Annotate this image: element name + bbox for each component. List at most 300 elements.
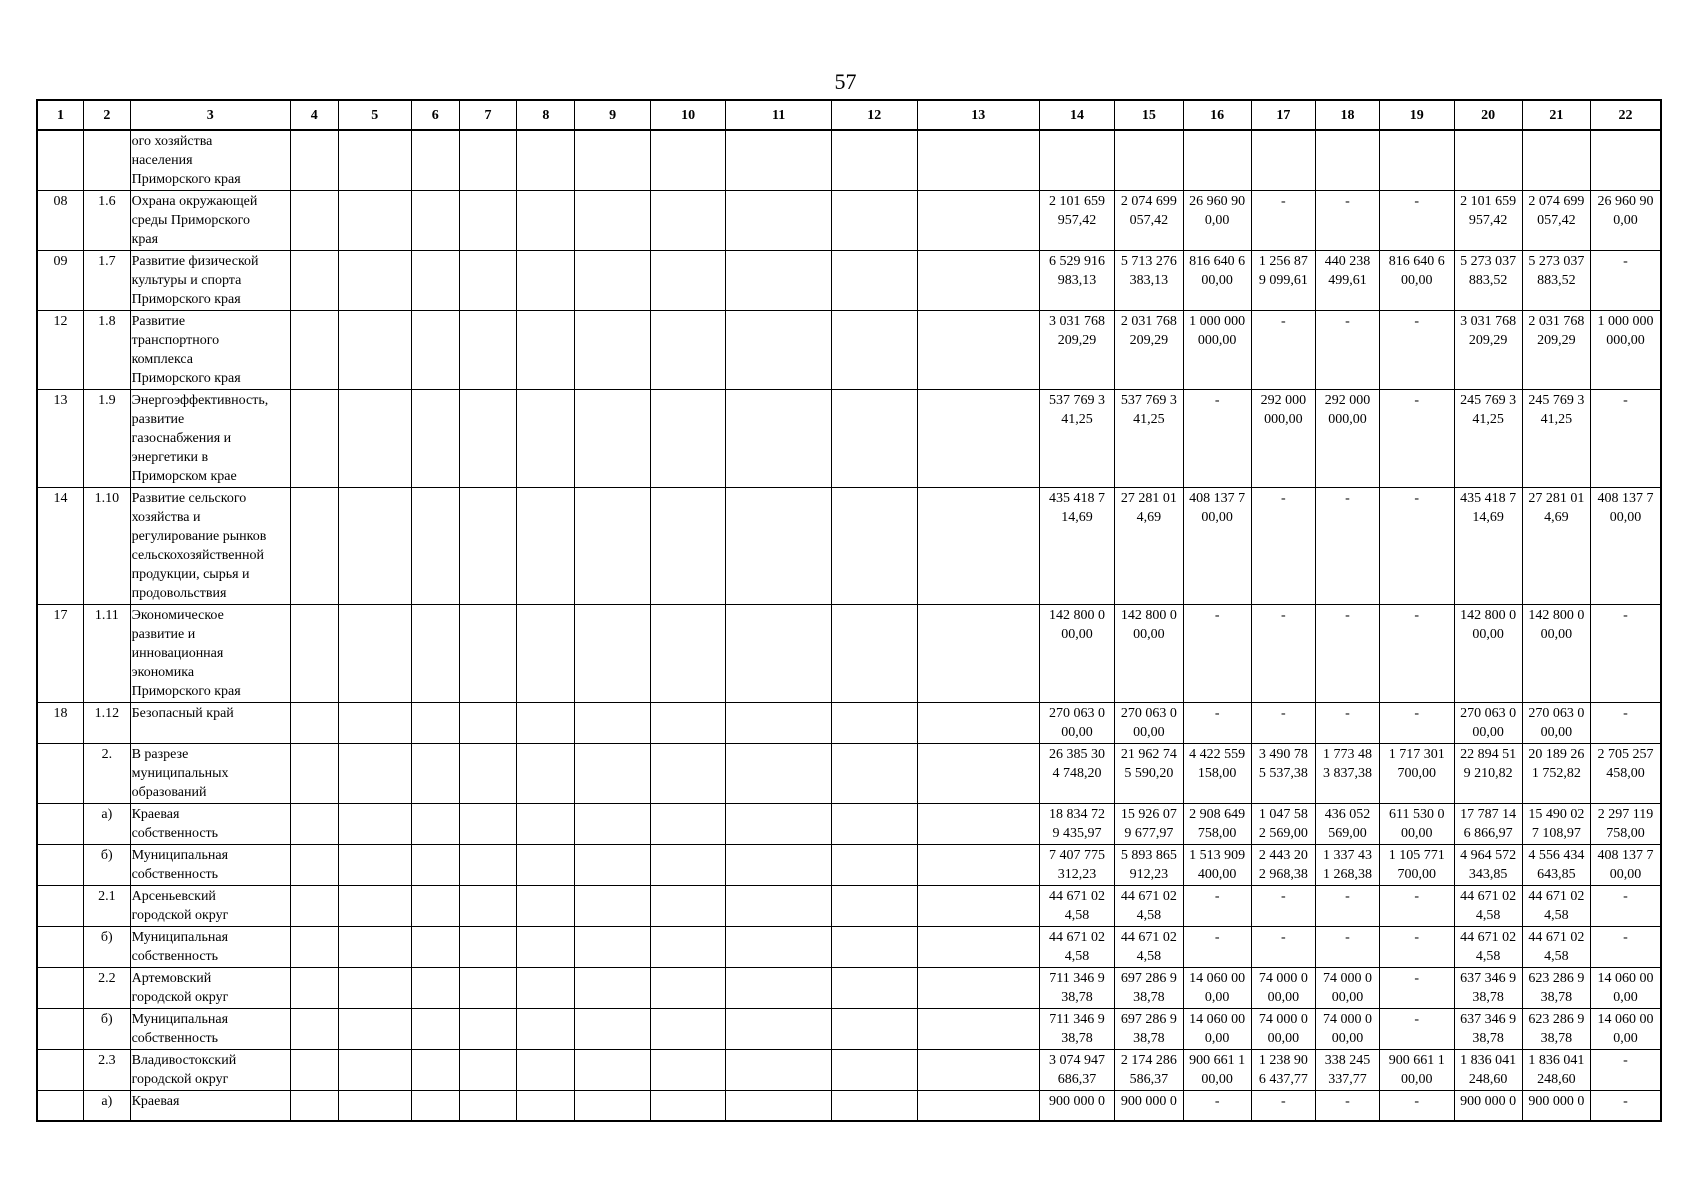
empty-cell-6 (411, 488, 459, 605)
value-cell-20: 637 346 9 38,78 (1454, 1009, 1522, 1050)
value-cell-18: 338 245 337,77 (1315, 1050, 1379, 1091)
empty-cell-13 (917, 886, 1039, 927)
value-cell-19: - (1380, 968, 1454, 1009)
value-cell-22 (1591, 130, 1661, 191)
empty-cell-5 (338, 390, 411, 488)
empty-cell-7 (459, 804, 517, 845)
empty-cell-7 (459, 703, 517, 744)
row-number-cell: а) (84, 804, 131, 845)
value-cell-21: 623 286 9 38,78 (1522, 1009, 1590, 1050)
empty-cell-11 (726, 1091, 832, 1121)
value-cell-14: 3 031 768 209,29 (1039, 311, 1115, 390)
value-cell-22: - (1591, 1091, 1661, 1121)
empty-cell-4 (290, 390, 338, 488)
value-cell-22: 2 705 257 458,00 (1591, 744, 1661, 804)
empty-cell-7 (459, 311, 517, 390)
empty-cell-8 (517, 130, 575, 191)
program-name-cell: Краевая (130, 1091, 290, 1121)
value-cell-15: 537 769 3 41,25 (1115, 390, 1183, 488)
row-code-cell (37, 968, 84, 1009)
row-number-cell: 1.10 (84, 488, 131, 605)
value-cell-16 (1183, 130, 1251, 191)
value-cell-16: 1 513 909 400,00 (1183, 845, 1251, 886)
value-cell-18: - (1315, 1091, 1379, 1121)
value-cell-21: 27 281 01 4,69 (1522, 488, 1590, 605)
empty-cell-4 (290, 311, 338, 390)
value-cell-17: - (1251, 605, 1315, 703)
value-cell-17: - (1251, 1091, 1315, 1121)
empty-cell-10 (650, 703, 726, 744)
value-cell-14: 3 074 947 686,37 (1039, 1050, 1115, 1091)
value-cell-14: 18 834 72 9 435,97 (1039, 804, 1115, 845)
value-cell-19: - (1380, 390, 1454, 488)
empty-cell-7 (459, 488, 517, 605)
empty-cell-5 (338, 886, 411, 927)
value-cell-17: - (1251, 488, 1315, 605)
value-cell-15: 44 671 02 4,58 (1115, 927, 1183, 968)
empty-cell-10 (650, 804, 726, 845)
value-cell-14: 44 671 02 4,58 (1039, 927, 1115, 968)
empty-cell-8 (517, 605, 575, 703)
empty-cell-4 (290, 488, 338, 605)
empty-cell-8 (517, 845, 575, 886)
value-cell-21: 2 074 699 057,42 (1522, 191, 1590, 251)
value-cell-22: - (1591, 605, 1661, 703)
column-header-9: 9 (575, 100, 651, 130)
empty-cell-12 (831, 251, 917, 311)
value-cell-18: 1 337 43 1 268,38 (1315, 845, 1379, 886)
empty-cell-8 (517, 927, 575, 968)
empty-cell-12 (831, 605, 917, 703)
row-number-cell: 2. (84, 744, 131, 804)
empty-cell-5 (338, 251, 411, 311)
value-cell-19: 1 105 771 700,00 (1380, 845, 1454, 886)
value-cell-15: 2 174 286 586,37 (1115, 1050, 1183, 1091)
program-name-cell: Муниципальная собственность (130, 845, 290, 886)
budget-table (36, 99, 1662, 1122)
column-header-5: 5 (338, 100, 411, 130)
empty-cell-7 (459, 251, 517, 311)
value-cell-20: 5 273 037 883,52 (1454, 251, 1522, 311)
row-number-cell: 2.1 (84, 886, 131, 927)
empty-cell-11 (726, 311, 832, 390)
empty-cell-7 (459, 845, 517, 886)
value-cell-20: 22 894 51 9 210,82 (1454, 744, 1522, 804)
value-cell-16: 26 960 90 0,00 (1183, 191, 1251, 251)
empty-cell-13 (917, 1009, 1039, 1050)
empty-cell-11 (726, 488, 832, 605)
empty-cell-7 (459, 886, 517, 927)
program-name-cell: Безопасный край (130, 703, 290, 744)
empty-cell-9 (575, 703, 651, 744)
empty-cell-4 (290, 968, 338, 1009)
value-cell-20: 900 000 0 (1454, 1091, 1522, 1121)
empty-cell-12 (831, 804, 917, 845)
empty-cell-6 (411, 1009, 459, 1050)
value-cell-15: 697 286 9 38,78 (1115, 968, 1183, 1009)
empty-cell-5 (338, 1009, 411, 1050)
value-cell-16: - (1183, 605, 1251, 703)
program-name-cell: Краевая собственность (130, 804, 290, 845)
value-cell-20: 637 346 9 38,78 (1454, 968, 1522, 1009)
column-header-4: 4 (290, 100, 338, 130)
column-header-20: 20 (1454, 100, 1522, 130)
value-cell-16: - (1183, 886, 1251, 927)
row-code-cell (37, 927, 84, 968)
program-name-cell: Развитие сельского хозяйства и регулирование рынков сельскохозяйственной продукции, сырья и продовольствия (130, 488, 290, 605)
value-cell-14: 537 769 3 41,25 (1039, 390, 1115, 488)
empty-cell-9 (575, 605, 651, 703)
value-cell-15: 270 063 0 00,00 (1115, 703, 1183, 744)
row-number-cell (84, 130, 131, 191)
value-cell-20: 3 031 768 209,29 (1454, 311, 1522, 390)
empty-cell-11 (726, 130, 832, 191)
empty-cell-12 (831, 1091, 917, 1121)
column-header-18: 18 (1315, 100, 1379, 130)
value-cell-19: - (1380, 703, 1454, 744)
value-cell-16: 2 908 649 758,00 (1183, 804, 1251, 845)
value-cell-17: 2 443 20 2 968,38 (1251, 845, 1315, 886)
program-name-cell: Энергоэффективность, развитие газоснабжения и энергетики в Приморском крае (130, 390, 290, 488)
table-row (37, 1050, 1661, 1091)
empty-cell-4 (290, 130, 338, 191)
empty-cell-7 (459, 390, 517, 488)
empty-cell-13 (917, 1050, 1039, 1091)
value-cell-17: 292 000 000,00 (1251, 390, 1315, 488)
row-code-cell: 18 (37, 703, 84, 744)
value-cell-15: 142 800 0 00,00 (1115, 605, 1183, 703)
value-cell-16: 14 060 00 0,00 (1183, 1009, 1251, 1050)
empty-cell-13 (917, 927, 1039, 968)
value-cell-22: - (1591, 886, 1661, 927)
empty-cell-7 (459, 744, 517, 804)
empty-cell-10 (650, 251, 726, 311)
empty-cell-11 (726, 968, 832, 1009)
value-cell-17: 3 490 78 5 537,38 (1251, 744, 1315, 804)
page-number: 57 (834, 69, 857, 94)
column-header-2: 2 (84, 100, 131, 130)
table-row (37, 311, 1661, 390)
value-cell-20 (1454, 130, 1522, 191)
value-cell-19: 611 530 0 00,00 (1380, 804, 1454, 845)
empty-cell-12 (831, 311, 917, 390)
empty-cell-9 (575, 191, 651, 251)
column-header-1: 1 (37, 100, 84, 130)
row-code-cell (37, 1050, 84, 1091)
value-cell-20: 2 101 659 957,42 (1454, 191, 1522, 251)
value-cell-16: - (1183, 390, 1251, 488)
empty-cell-11 (726, 845, 832, 886)
empty-cell-13 (917, 191, 1039, 251)
row-number-cell: б) (84, 1009, 131, 1050)
empty-cell-10 (650, 311, 726, 390)
empty-cell-6 (411, 927, 459, 968)
empty-cell-10 (650, 744, 726, 804)
empty-cell-9 (575, 744, 651, 804)
value-cell-14: 270 063 0 00,00 (1039, 703, 1115, 744)
empty-cell-7 (459, 130, 517, 191)
empty-cell-11 (726, 1050, 832, 1091)
empty-cell-5 (338, 703, 411, 744)
value-cell-22: - (1591, 251, 1661, 311)
value-cell-14: 435 418 7 14,69 (1039, 488, 1115, 605)
empty-cell-4 (290, 804, 338, 845)
value-cell-21: 142 800 0 00,00 (1522, 605, 1590, 703)
value-cell-18: 1 773 48 3 837,38 (1315, 744, 1379, 804)
empty-cell-6 (411, 744, 459, 804)
value-cell-21: 900 000 0 (1522, 1091, 1590, 1121)
value-cell-21: 20 189 26 1 752,82 (1522, 744, 1590, 804)
empty-cell-9 (575, 1091, 651, 1121)
empty-cell-6 (411, 804, 459, 845)
empty-cell-6 (411, 703, 459, 744)
empty-cell-10 (650, 1050, 726, 1091)
row-number-cell: 1.8 (84, 311, 131, 390)
empty-cell-10 (650, 1009, 726, 1050)
empty-cell-7 (459, 1050, 517, 1091)
empty-cell-7 (459, 1091, 517, 1121)
value-cell-17: 1 256 87 9 099,61 (1251, 251, 1315, 311)
empty-cell-6 (411, 311, 459, 390)
empty-cell-4 (290, 927, 338, 968)
value-cell-20: 17 787 14 6 866,97 (1454, 804, 1522, 845)
column-header-16: 16 (1183, 100, 1251, 130)
value-cell-22: - (1591, 927, 1661, 968)
empty-cell-6 (411, 390, 459, 488)
value-cell-15 (1115, 130, 1183, 191)
value-cell-19: - (1380, 605, 1454, 703)
value-cell-16: 816 640 6 00,00 (1183, 251, 1251, 311)
empty-cell-12 (831, 744, 917, 804)
value-cell-20: 435 418 7 14,69 (1454, 488, 1522, 605)
value-cell-15: 2 031 768 209,29 (1115, 311, 1183, 390)
empty-cell-5 (338, 1091, 411, 1121)
empty-cell-4 (290, 886, 338, 927)
empty-cell-4 (290, 845, 338, 886)
empty-cell-5 (338, 927, 411, 968)
empty-cell-9 (575, 311, 651, 390)
value-cell-22: 2 297 119 758,00 (1591, 804, 1661, 845)
value-cell-22: - (1591, 1050, 1661, 1091)
column-header-21: 21 (1522, 100, 1590, 130)
empty-cell-8 (517, 488, 575, 605)
table-row (37, 191, 1661, 251)
empty-cell-12 (831, 191, 917, 251)
empty-cell-10 (650, 605, 726, 703)
empty-cell-5 (338, 845, 411, 886)
value-cell-17: 1 238 90 6 437,77 (1251, 1050, 1315, 1091)
empty-cell-13 (917, 845, 1039, 886)
value-cell-18: - (1315, 191, 1379, 251)
empty-cell-6 (411, 191, 459, 251)
empty-cell-13 (917, 130, 1039, 191)
empty-cell-7 (459, 927, 517, 968)
row-code-cell (37, 845, 84, 886)
column-header-14: 14 (1039, 100, 1115, 130)
value-cell-15: 44 671 02 4,58 (1115, 886, 1183, 927)
value-cell-14: 6 529 916 983,13 (1039, 251, 1115, 311)
value-cell-22: 408 137 7 00,00 (1591, 488, 1661, 605)
empty-cell-10 (650, 130, 726, 191)
value-cell-16: 900 661 1 00,00 (1183, 1050, 1251, 1091)
value-cell-20: 44 671 02 4,58 (1454, 927, 1522, 968)
value-cell-18: 292 000 000,00 (1315, 390, 1379, 488)
empty-cell-5 (338, 311, 411, 390)
empty-cell-8 (517, 390, 575, 488)
empty-cell-8 (517, 251, 575, 311)
empty-cell-5 (338, 130, 411, 191)
value-cell-20: 270 063 0 00,00 (1454, 703, 1522, 744)
value-cell-18: 74 000 0 00,00 (1315, 1009, 1379, 1050)
empty-cell-8 (517, 703, 575, 744)
value-cell-19: 900 661 1 00,00 (1380, 1050, 1454, 1091)
row-code-cell: 14 (37, 488, 84, 605)
empty-cell-5 (338, 804, 411, 845)
column-header-19: 19 (1380, 100, 1454, 130)
value-cell-18: - (1315, 488, 1379, 605)
value-cell-22: 408 137 7 00,00 (1591, 845, 1661, 886)
empty-cell-9 (575, 130, 651, 191)
empty-cell-12 (831, 488, 917, 605)
empty-cell-12 (831, 703, 917, 744)
row-number-cell: 2.3 (84, 1050, 131, 1091)
value-cell-19: - (1380, 488, 1454, 605)
empty-cell-5 (338, 488, 411, 605)
empty-cell-4 (290, 605, 338, 703)
row-code-cell (37, 1009, 84, 1050)
empty-cell-9 (575, 968, 651, 1009)
table-row (37, 804, 1661, 845)
empty-cell-13 (917, 488, 1039, 605)
empty-cell-8 (517, 804, 575, 845)
empty-cell-11 (726, 251, 832, 311)
value-cell-16: - (1183, 703, 1251, 744)
empty-cell-9 (575, 251, 651, 311)
value-cell-14: 900 000 0 (1039, 1091, 1115, 1121)
row-code-cell (37, 744, 84, 804)
value-cell-21: 15 490 02 7 108,97 (1522, 804, 1590, 845)
value-cell-15: 21 962 74 5 590,20 (1115, 744, 1183, 804)
column-header-17: 17 (1251, 100, 1315, 130)
value-cell-20: 142 800 0 00,00 (1454, 605, 1522, 703)
empty-cell-6 (411, 968, 459, 1009)
empty-cell-10 (650, 1091, 726, 1121)
program-name-cell: Развитие транспортного комплекса Приморского края (130, 311, 290, 390)
empty-cell-12 (831, 845, 917, 886)
row-number-cell: а) (84, 1091, 131, 1121)
value-cell-17: - (1251, 191, 1315, 251)
value-cell-21: 4 556 434 643,85 (1522, 845, 1590, 886)
value-cell-18 (1315, 130, 1379, 191)
value-cell-21: 2 031 768 209,29 (1522, 311, 1590, 390)
column-header-10: 10 (650, 100, 726, 130)
row-number-cell: 1.11 (84, 605, 131, 703)
empty-cell-10 (650, 845, 726, 886)
value-cell-15: 27 281 01 4,69 (1115, 488, 1183, 605)
empty-cell-6 (411, 886, 459, 927)
value-cell-17: 1 047 58 2 569,00 (1251, 804, 1315, 845)
value-cell-20: 245 769 3 41,25 (1454, 390, 1522, 488)
table-row (37, 968, 1661, 1009)
table-row (37, 130, 1661, 191)
value-cell-17: - (1251, 703, 1315, 744)
empty-cell-8 (517, 1050, 575, 1091)
program-name-cell: Охрана окружающей среды Приморского края (130, 191, 290, 251)
empty-cell-8 (517, 311, 575, 390)
value-cell-15: 2 074 699 057,42 (1115, 191, 1183, 251)
value-cell-17: - (1251, 927, 1315, 968)
empty-cell-8 (517, 968, 575, 1009)
value-cell-19: - (1380, 927, 1454, 968)
empty-cell-9 (575, 845, 651, 886)
value-cell-18: 440 238 499,61 (1315, 251, 1379, 311)
column-header-row (37, 100, 1661, 130)
value-cell-15: 5 893 865 912,23 (1115, 845, 1183, 886)
value-cell-21: 270 063 0 00,00 (1522, 703, 1590, 744)
empty-cell-11 (726, 927, 832, 968)
empty-cell-4 (290, 1050, 338, 1091)
value-cell-15: 5 713 276 383,13 (1115, 251, 1183, 311)
row-code-cell (37, 130, 84, 191)
empty-cell-6 (411, 605, 459, 703)
program-name-cell: Артемовский городской округ (130, 968, 290, 1009)
value-cell-22: 14 060 00 0,00 (1591, 1009, 1661, 1050)
empty-cell-7 (459, 191, 517, 251)
empty-cell-10 (650, 968, 726, 1009)
empty-cell-11 (726, 886, 832, 927)
empty-cell-5 (338, 605, 411, 703)
value-cell-19 (1380, 130, 1454, 191)
value-cell-17: - (1251, 311, 1315, 390)
empty-cell-9 (575, 927, 651, 968)
row-code-cell (37, 804, 84, 845)
value-cell-16: 14 060 00 0,00 (1183, 968, 1251, 1009)
table-row (37, 1009, 1661, 1050)
value-cell-20: 44 671 02 4,58 (1454, 886, 1522, 927)
table-row (37, 251, 1661, 311)
empty-cell-13 (917, 311, 1039, 390)
row-number-cell: б) (84, 845, 131, 886)
empty-cell-4 (290, 191, 338, 251)
program-name-cell: Арсеньевский городской округ (130, 886, 290, 927)
row-code-cell: 09 (37, 251, 84, 311)
value-cell-17: 74 000 0 00,00 (1251, 968, 1315, 1009)
value-cell-18: - (1315, 886, 1379, 927)
value-cell-14: 44 671 02 4,58 (1039, 886, 1115, 927)
value-cell-14: 2 101 659 957,42 (1039, 191, 1115, 251)
empty-cell-13 (917, 1091, 1039, 1121)
value-cell-14: 711 346 9 38,78 (1039, 968, 1115, 1009)
empty-cell-9 (575, 390, 651, 488)
empty-cell-4 (290, 1009, 338, 1050)
table-row (37, 703, 1661, 744)
empty-cell-12 (831, 927, 917, 968)
empty-cell-7 (459, 968, 517, 1009)
column-header-8: 8 (517, 100, 575, 130)
value-cell-18: - (1315, 703, 1379, 744)
empty-cell-5 (338, 968, 411, 1009)
empty-cell-10 (650, 390, 726, 488)
empty-cell-13 (917, 605, 1039, 703)
empty-cell-6 (411, 1050, 459, 1091)
program-name-cell: Муниципальная собственность (130, 927, 290, 968)
table-row (37, 845, 1661, 886)
value-cell-18: 436 052 569,00 (1315, 804, 1379, 845)
row-code-cell: 17 (37, 605, 84, 703)
value-cell-22: - (1591, 390, 1661, 488)
value-cell-21: 5 273 037 883,52 (1522, 251, 1590, 311)
value-cell-14: 142 800 0 00,00 (1039, 605, 1115, 703)
